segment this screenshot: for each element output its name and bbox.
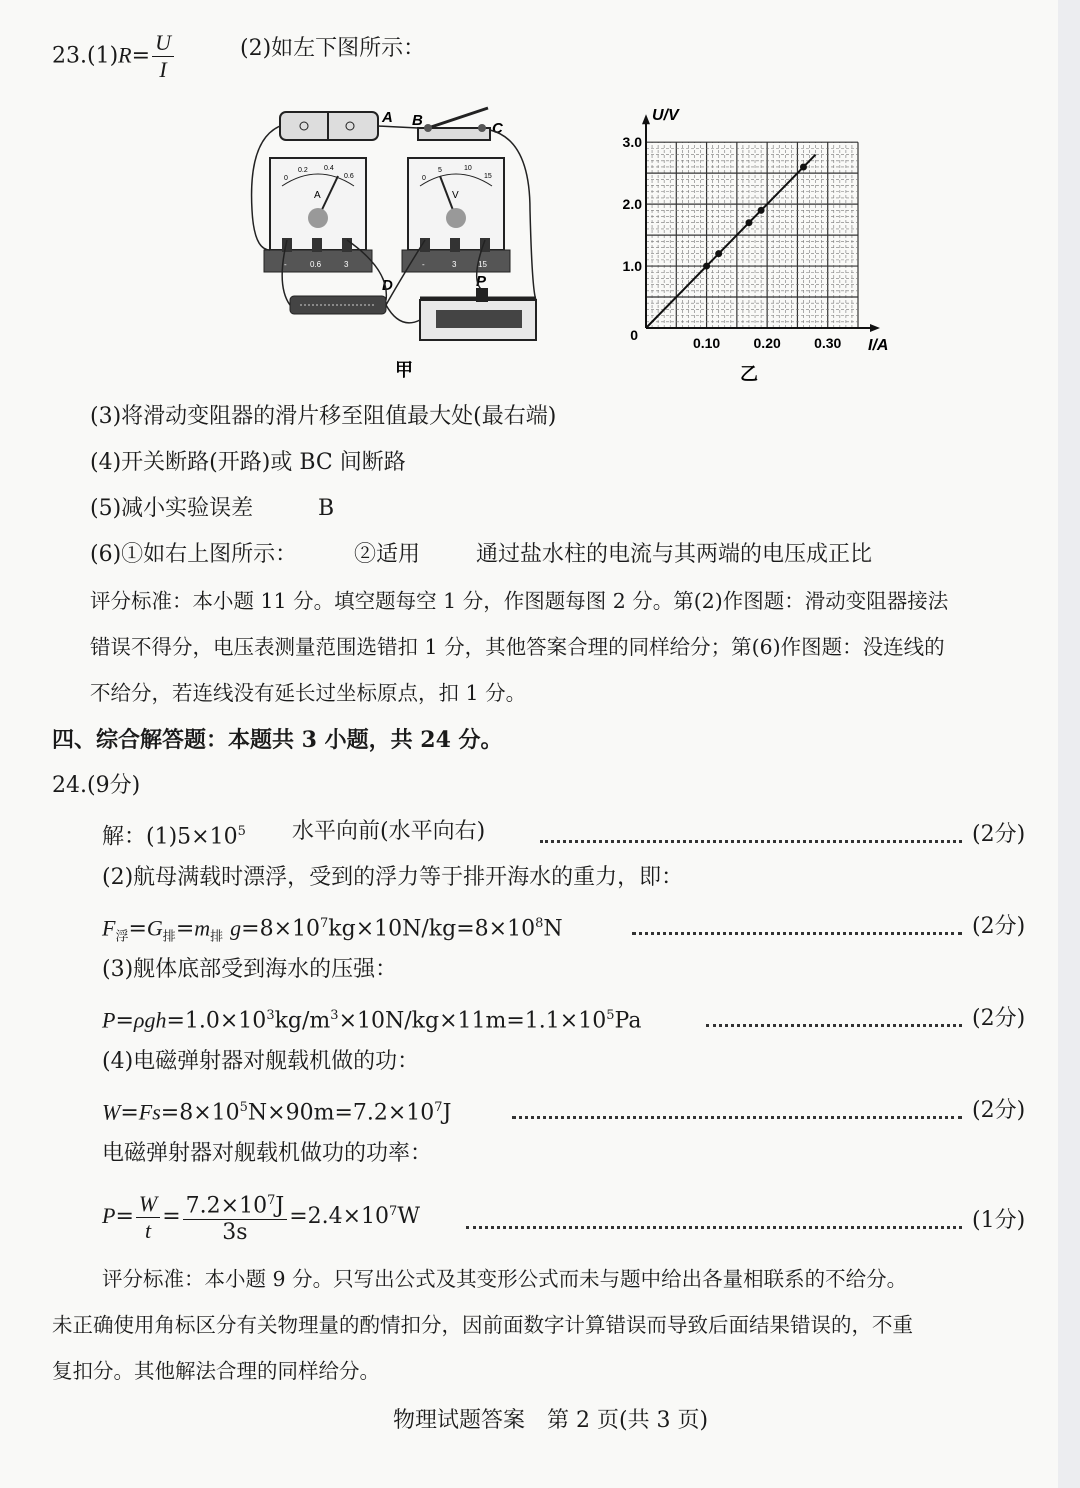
ammeter-scale-2: 0.4 xyxy=(324,165,334,172)
formula-part: =8×10 xyxy=(160,1100,240,1126)
x-axis-arrow xyxy=(870,324,880,332)
eq: = xyxy=(120,1100,139,1126)
q24-s1-points: (2分) xyxy=(972,822,1026,847)
switch xyxy=(418,108,490,140)
sym-P: P xyxy=(102,1007,116,1033)
y-axis-arrow xyxy=(642,114,650,124)
q23-grading-2: 错误不得分，电压表测量范围选错扣 1 分，其他答案合理的同样给分；第(6)作图题：没连线的 xyxy=(90,635,945,659)
q24-s1-value: 解：(1)5×10 xyxy=(102,824,238,850)
exponent: 7 xyxy=(320,916,329,931)
exponent: 7 xyxy=(389,1203,398,1219)
voltmeter-term-0: - xyxy=(422,260,425,269)
q24-s1-exp: 5 xyxy=(237,824,246,839)
formula-part: =8×10 xyxy=(241,916,321,942)
q24-grading-3: 复扣分。其他解法合理的同样给分。 xyxy=(52,1359,380,1383)
dot-leader xyxy=(540,840,962,843)
voltmeter-scale-1: 5 xyxy=(438,167,442,174)
data-point xyxy=(758,207,765,214)
page-footer: 物理试题答案 第 2 页(共 3 页) xyxy=(393,1408,709,1433)
formula-part: Pa xyxy=(614,1008,642,1034)
sym-rhogh: ρgh xyxy=(133,1007,167,1033)
q24-s5-points: (1分) xyxy=(972,1208,1026,1233)
voltmeter-symbol: V xyxy=(452,190,459,201)
ammeter-scale-0: 0 xyxy=(284,175,288,182)
fraction-W-t xyxy=(136,1191,160,1244)
voltmeter xyxy=(402,158,510,272)
dot-leader xyxy=(632,932,962,935)
sym-F: F xyxy=(102,915,116,941)
data-point xyxy=(703,263,710,270)
dot-leader xyxy=(466,1226,962,1229)
formula-part: =2.4×10 xyxy=(289,1204,390,1230)
sub-fu: 浮 xyxy=(115,929,129,945)
q24-s4-points: (2分) xyxy=(972,1098,1026,1123)
ammeter-scale-1: 0.2 xyxy=(298,167,308,174)
sym-P: P xyxy=(102,1203,116,1229)
q23-p6c: 通过盐水柱的电流与其两端的电压成正比 xyxy=(476,542,873,567)
formula-part: kg/m xyxy=(274,1008,331,1034)
chart-grid xyxy=(646,142,858,328)
exponent: 7 xyxy=(434,1100,443,1115)
battery-pack xyxy=(280,112,378,140)
ammeter-symbol: A xyxy=(314,190,321,201)
ammeter xyxy=(264,158,372,272)
q24-s4-text: (4)电磁弹射器对舰载机做的功： xyxy=(102,1049,420,1074)
q23-formula-fraction xyxy=(152,30,174,83)
formula-part: 7.2×10 xyxy=(185,1193,268,1219)
exponent: 5 xyxy=(606,1008,615,1023)
exponent: 7 xyxy=(267,1193,276,1208)
q23-p5a: (5)减小实验误差 xyxy=(90,496,254,521)
voltmeter-scale-3: 15 xyxy=(484,173,492,180)
ui-graph xyxy=(610,100,900,390)
y-tick-label: 2.0 xyxy=(622,196,642,213)
eq: = xyxy=(162,1204,181,1230)
sym-g: g xyxy=(230,915,242,941)
q24-s3-text: (3)舰体底部受到海水的压强： xyxy=(102,957,398,982)
voltmeter-term-1: 3 xyxy=(452,260,457,269)
q24-s2-points: (2分) xyxy=(972,914,1026,939)
eq: = xyxy=(115,1008,134,1034)
x-tick-label: 0.10 xyxy=(692,335,721,351)
q23-p2: (2)如左下图所示： xyxy=(240,36,426,61)
q23-p4: (4)开关断路(开路)或 BC 间断路 xyxy=(90,450,406,475)
x-axis-label: I/A xyxy=(868,337,889,354)
denominator: 3s xyxy=(222,1220,248,1246)
formula-part: =1.0×10 xyxy=(166,1008,267,1034)
eq: = xyxy=(115,1204,134,1230)
figure-jia-caption: 甲 xyxy=(395,360,413,380)
ammeter-term-0: - xyxy=(284,260,287,269)
q23-formula-numerator: U xyxy=(152,30,174,57)
q24-s1 xyxy=(102,817,246,852)
formula-part: J xyxy=(442,1100,452,1126)
label-B: B xyxy=(412,112,423,129)
sym-Fs: Fs xyxy=(138,1099,161,1125)
fraction-value xyxy=(183,1188,288,1246)
denominator: t xyxy=(144,1217,152,1243)
data-point xyxy=(745,219,752,226)
ammeter-scale-3: 0.6 xyxy=(344,173,354,180)
sub-pai: 排 xyxy=(210,929,224,945)
sym-G: G xyxy=(146,915,163,941)
q23-p5b: B xyxy=(318,496,335,521)
formula-part: ×10N/kg×11m=1.1×10 xyxy=(338,1008,607,1034)
rheostat xyxy=(420,288,536,340)
label-C: C xyxy=(492,120,503,137)
label-A: A xyxy=(382,109,393,126)
formula-part: N xyxy=(543,916,563,942)
q23-p6b: ②适用 xyxy=(354,542,421,567)
q23-p3: (3)将滑动变阻器的滑片移至阻值最大处(最右端) xyxy=(90,404,557,429)
ammeter-term-2: 3 xyxy=(344,260,349,269)
y-axis-label: U/V xyxy=(652,107,679,125)
q24-s5-formula xyxy=(102,1188,420,1246)
y-tick-label: 1.0 xyxy=(622,258,642,275)
q24-s2-text: (2)航母满载时漂浮，受到的浮力等于排开海水的重力，即： xyxy=(102,865,684,890)
eq: = xyxy=(128,916,147,942)
chart-labels xyxy=(623,107,889,384)
exponent: 8 xyxy=(535,916,544,931)
numerator: W xyxy=(136,1191,160,1218)
voltmeter-scale-2: 10 xyxy=(464,165,472,172)
ammeter-term-1: 0.6 xyxy=(310,260,322,269)
voltmeter-scale-0: 0 xyxy=(422,175,426,182)
dot-leader xyxy=(512,1116,962,1119)
q24-s2-formula xyxy=(102,909,563,953)
q23-formula-eq: = xyxy=(131,43,151,69)
data-point xyxy=(800,163,807,170)
exponent: 3 xyxy=(266,1008,275,1023)
figure-yi-caption: 乙 xyxy=(739,364,758,384)
eq: = xyxy=(175,916,195,942)
x-tick-label: 0.20 xyxy=(753,335,781,351)
q23-formula-denominator: I xyxy=(159,57,167,82)
numerator xyxy=(183,1188,288,1220)
salt-water-column xyxy=(290,296,386,314)
circuit-diagram xyxy=(240,100,560,390)
q24-s4-formula xyxy=(102,1093,451,1128)
q24-grading-2: 未正确使用角标区分有关物理量的酌情扣分，因前面数字计算错误而导致后面结果错误的，不重 xyxy=(52,1313,913,1337)
q24-s3-formula xyxy=(102,1001,641,1036)
formula-part: N×90m=7.2×10 xyxy=(247,1100,435,1126)
section4-title: 四、综合解答题：本题共 3 小题，共 24 分。 xyxy=(52,727,503,753)
x-tick-label: 0.30 xyxy=(814,335,842,351)
q24-s3-points: (2分) xyxy=(972,1006,1026,1031)
sym-W: W xyxy=(102,1099,121,1125)
q23-p6a: (6)①如右上图所示： xyxy=(90,542,298,567)
data-point xyxy=(715,250,722,257)
exponent: 3 xyxy=(330,1008,339,1023)
label-D: D xyxy=(382,277,393,294)
sym-m: m xyxy=(194,915,211,941)
formula-part: W xyxy=(397,1204,420,1230)
q23-grading-3: 不给分，若连线没有延长过坐标原点，扣 1 分。 xyxy=(90,681,527,705)
y-tick-label: 3.0 xyxy=(622,134,642,151)
q23-line1 xyxy=(52,30,176,83)
origin-label: 0 xyxy=(630,327,638,343)
formula-part: J xyxy=(275,1193,285,1219)
q23-grading-1: 评分标准：本小题 11 分。填空题每空 1 分，作图题每图 2 分。第(2)作图题：滑动变阻器接法 xyxy=(90,589,949,613)
q23-p1-label: (1) xyxy=(87,43,119,69)
q24-grading-1: 评分标准：本小题 9 分。只写出公式及其变形公式而未与题中给出各量相联系的不给分。 xyxy=(102,1267,908,1291)
q23-formula-lhs: R xyxy=(118,42,132,68)
q24-s5-text: 电磁弹射器对舰载机做功的功率： xyxy=(102,1141,433,1166)
label-P: P xyxy=(476,273,487,290)
sub-pai: 排 xyxy=(162,929,176,945)
q24-s1-dir: 水平向前(水平向右) xyxy=(292,819,486,844)
voltmeter-term-2: 15 xyxy=(478,260,487,269)
exponent: 5 xyxy=(239,1100,248,1115)
formula-part: kg×10N/kg=8×10 xyxy=(328,916,536,942)
dot-leader xyxy=(706,1024,962,1027)
q23-number: 23. xyxy=(52,43,87,69)
q24-header: 24.(9分) xyxy=(52,773,141,798)
